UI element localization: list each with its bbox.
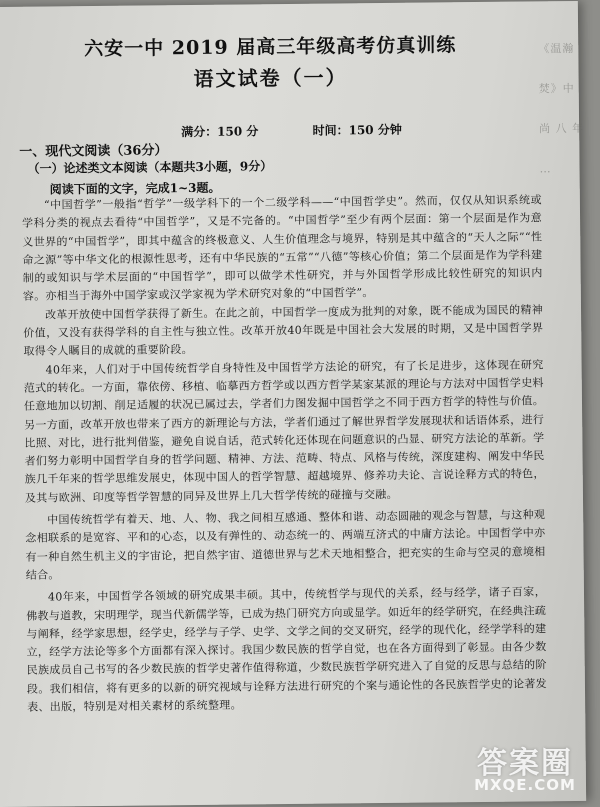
passage-paragraph: 40年来，中国哲学各领域的研究成果丰硕。其中，传统哲学与现代的关系，经与经学，诸子百家，佛教与道教，宋明理学，现当代新儒学等，已成为热门研究方向或显学。如近年的经学研究，在经典注疏与阐释，经学家思想，经学史，经学与子学、史学、文学之间的交叉研究，经学的现代化，经学学科的建立，经学方法论等多个方面都有深入探讨。我国少数民族的哲学自觉，也在各方面得到了彰显。由各少数民族成员自己书写的各少数民族的哲学史著作值得称道，少数民族哲学研究进入了自觉的反思与总结的阶段。我们相信，将有更多的以新的研究视域与诠释方法进行研究的个案与通论性的各民族哲学史的论著发表、出版，特别是对相关素材的系统整理。 [26,585,548,714]
time-limit: 时间：150 分钟 [312,122,402,138]
reading-instruction: 阅读下面的文字，完成1~3题。 [49,180,221,197]
exam-title: 六安一中 2019 届高三年级高考仿真训练 [84,34,457,61]
passage-paragraph: 改革开放使中国哲学获得了新生。在此之前，中国哲学一度成为批判的对象，既不能成为国民的精神价值，又没有获得学科的自主性与独立性。改革开放40年既是中国社会大发展的时期，又是中国哲学界取得令人瞩目的成就的重要阶段。 [23,303,544,359]
watermark-logo: 答案圈 [477,746,573,781]
section-heading: 一、现代文阅读（36分） [19,143,168,160]
passage-paragraph: 中国传统哲学有着天、地、人、物、我之间相互感通、整体和谐、动态圆融的观念与智慧，与这种观念相联系的是宽容、平和的心态，以及有弹性的、动态统一的、两端互济式的中庸方法论。中国哲学中亦有一种自然生机主义的宇宙论，把自然宇宙、道德世界与艺术天地相整合，把充实的生命与空灵的意境相结合。 [25,508,546,582]
reading-passage [22,191,547,717]
full-score: 满分：150 分 [181,124,259,140]
subsection-heading: （一）论述类文本阅读（本题共3小题，9分） [27,159,273,176]
passage-paragraph: “中国哲学”一般指“哲学”一级学科下的一个二级学科——“中国哲学史”。然而，仅仅从知识系统或学科分类的视点去看待“中国哲学”，又是不完备的。“中国哲学”至少有两个层面：第一个层面是作为意义世界的“中国哲学”，即其中蕴含的终极意义、人生价值理念与境界，特别是其中蕴含的“天人之际”“性命之源”等中华文化的根源性思考，还有中华民族的“五常”“八德”等核心价值；第二个层面是作为学科建制的或知识与学术层面的“中国哲学”，即可以做学术性研究，并与外国哲学形成比较性研究的知识内容。亦相当于海外中国学家或汉学家视为学术研究对象的“中国哲学”。 [22,193,543,304]
site-watermark [460,738,590,794]
exam-meta [181,120,452,140]
watermark-url: MXQE.COM [474,776,576,794]
exam-paper [0,1,586,807]
exam-subtitle: 语文试卷（一） [193,65,348,91]
adjacent-page-bleed-through: 《温瀚焚》中 尚 八 年 … [538,41,585,176]
passage-paragraph: 40年来，人们对于中国传统哲学自身特性及中国哲学方法论的研究，有了长足进步，这体现在研究范式的转化。一方面，靠依傍、移植、临摹西方哲学或以西方哲学某家某派的理论与方法对中国哲学史料任意地加以切割、削足适履的状况已属过去，学者们力图发掘中国哲学之不同于西方哲学的特性与价值。另一方面，改革开放也带来了西方的新理论与方法，学者们通过了解世界哲学发展现状和话语体系，进行比照、对比，进行批判借鉴，避免自说自话，范式转化还体现在问题意识的凸显、研究方法论的革新。学者们努力彰明中国哲学自身的哲学问题、精神、方法、范畴、特点、风格与传统，深度建构、阐发中华民族几千年来的哲学思维发展史，体现中国人的哲学智慧、超越境界、修养功夫论、言说诠释方式的特色，及其与欧洲、印度等哲学智慧的同异及世界上几大哲学传统的碰撞与交融。 [23,357,545,505]
